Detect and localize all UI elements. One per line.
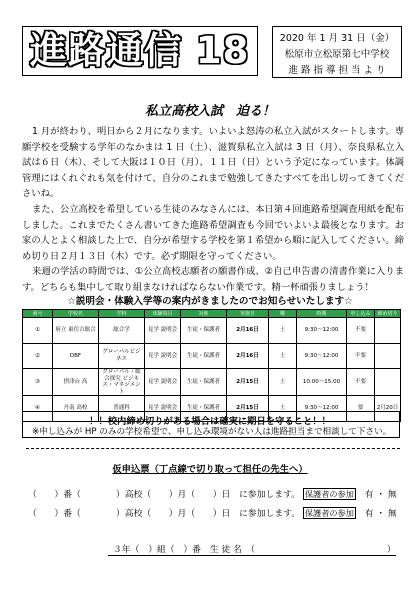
table-cell: 土	[269, 396, 297, 422]
body-text	[22, 124, 404, 296]
table-cell	[375, 369, 401, 396]
table-cell: 生徒・保護者	[181, 343, 227, 369]
table-cell: 9:30～12:00	[297, 318, 347, 344]
table-cell: 摂津台 高	[53, 369, 99, 396]
column-header: 学校名	[53, 310, 99, 318]
attendance-choice: 有 ・ 無	[364, 490, 397, 500]
application-line	[28, 487, 397, 500]
table-cell: 不要	[347, 318, 375, 344]
column-header: 時間	[297, 310, 347, 318]
table-cell: 土	[269, 343, 297, 369]
column-header: 体験項目	[145, 310, 181, 318]
application-line	[28, 506, 397, 519]
table-cell: 10:00～15:00	[297, 369, 347, 396]
table-cell: 土	[269, 369, 297, 396]
headline: 私立高校入試 迫る！	[144, 104, 275, 119]
table-cell: 生徒・保護者	[181, 396, 227, 422]
column-header: 締め切り	[375, 310, 401, 318]
author-line: 進 路 指 導 担 当 よ り	[288, 65, 386, 76]
form-title: 仮申込票（丁点線で切り取って担任の先生へ）	[112, 464, 308, 475]
paragraph: 1 月が終わり、明日から２月になります。いよいよ怒涛の私立入試がスタートします。専願学校を受験する学年のなかまは 1 日（土）、滋賀県私立入試は 3 日（月）、奈良県私立入試は６日（木）、そして大阪は１０日（月）、１１日（日）という予定になっています。体調管理にはくれぐれも気を付けて、自分のこれまで勉強してきたすべてを出し切ってきてくださいね。	[22, 126, 404, 200]
attendance-choice: 有 ・ 無	[364, 509, 397, 519]
table-row	[23, 343, 401, 369]
table-cell: 2月20日	[375, 396, 401, 422]
school-name: 松原市立松原第七中学校	[284, 49, 390, 60]
deadline-notice: ！！校内締め切りがある場合は確実に期日を守ること！！	[89, 416, 331, 427]
application-text: （ ）番（ ）高校（ ）月（ ）日 に参加します。	[28, 509, 301, 519]
table-cell: ③	[23, 369, 53, 396]
column-header: 学科	[99, 310, 145, 318]
table-cell: ②	[23, 343, 53, 369]
signature-line: ３年（ ）組（ ）番 生 徒 名 （ ）	[113, 545, 396, 555]
table-cell: 9:30～12:00	[297, 343, 347, 369]
guardian-label: 保護者の参加	[304, 489, 354, 499]
table-cell: グローバル・総合探究 ビジネス・マネジメント	[99, 369, 145, 396]
paragraph: 来週の学活の時間では、①公立高校志願者の願書作成、②自己申告書の清書作業に入ります。どちらも集中して取り組まなければならない作業です。精一杯頑張りましょう！	[22, 266, 404, 293]
column-header: 申し込み	[347, 310, 375, 318]
column-header: 実施日	[227, 310, 269, 318]
cut-line	[26, 448, 400, 449]
table-cell: 不要	[347, 343, 375, 369]
table-cell: 生徒・保護者	[181, 369, 227, 396]
column-header: 番号	[23, 310, 53, 318]
table-cell: 普通科	[99, 396, 145, 422]
table-cell: 2月15日	[227, 369, 269, 396]
table-cell: 2月16日	[227, 318, 269, 344]
issue-date: 2020 年 1 月 31 日（金）	[279, 33, 395, 44]
table-title: ☆説明会・体験入学等の案内がきましたのでお知らせいたします☆	[67, 296, 353, 307]
column-header: 対象	[181, 310, 227, 318]
table-cell: 丹南 高校	[53, 396, 99, 422]
table-cell: ④	[23, 396, 53, 422]
guardian-label: 保護者の参加	[304, 508, 354, 518]
table-row	[23, 318, 401, 344]
table-cell: 2月16日	[227, 343, 269, 369]
table-cell: 見学 説明会	[145, 396, 181, 422]
table-cell: 2月15日	[227, 396, 269, 422]
schedule-table	[22, 309, 401, 422]
table-cell: 9:30～12:00	[297, 396, 347, 422]
table-cell: 総合学	[99, 318, 145, 344]
signature-underline	[108, 555, 396, 556]
table-cell	[375, 343, 401, 369]
info-box	[272, 26, 402, 78]
application-text: （ ）番（ ）高校（ ）月（ ）日 に参加します。	[28, 490, 301, 500]
hp-notice: ※申し込みが HP のみの学校希望で、申し込み環境がない人は進路担当まで相談して下さい。	[32, 427, 392, 437]
table-cell: 府立 東住吉総合	[53, 318, 99, 344]
table-cell	[375, 318, 401, 344]
newsletter-title: 進路通信 18	[30, 29, 250, 72]
table-cell: グローバルビジネス	[99, 343, 145, 369]
table-cell: 見学 説明会	[145, 343, 181, 369]
table-row	[23, 369, 401, 396]
column-header: 曜	[269, 310, 297, 318]
table-header-row	[23, 310, 401, 318]
table-cell: 見学 説明会	[145, 318, 181, 344]
paragraph: また、公立高校を希望している生徒のみなさんには、本日第４回進路希望調査用紙を配布しました。これまでたくさん書いてきた進路希望調査も今回でいよいよ最後となります。お家の人とよく相談した上で、自分が希望する学校を第１希望から順に記入してください。締め切り日２月１３日（木）です。必ず期限を守ってください。	[22, 203, 404, 262]
table-cell: 要	[347, 396, 375, 422]
table-cell: 見学 説明会	[145, 369, 181, 396]
table-cell: 土	[269, 318, 297, 344]
table-cell: ①	[23, 318, 53, 344]
table-cell: 不要	[347, 369, 375, 396]
table-cell: 生徒・保護者	[181, 318, 227, 344]
table-cell: DBF	[53, 343, 99, 369]
